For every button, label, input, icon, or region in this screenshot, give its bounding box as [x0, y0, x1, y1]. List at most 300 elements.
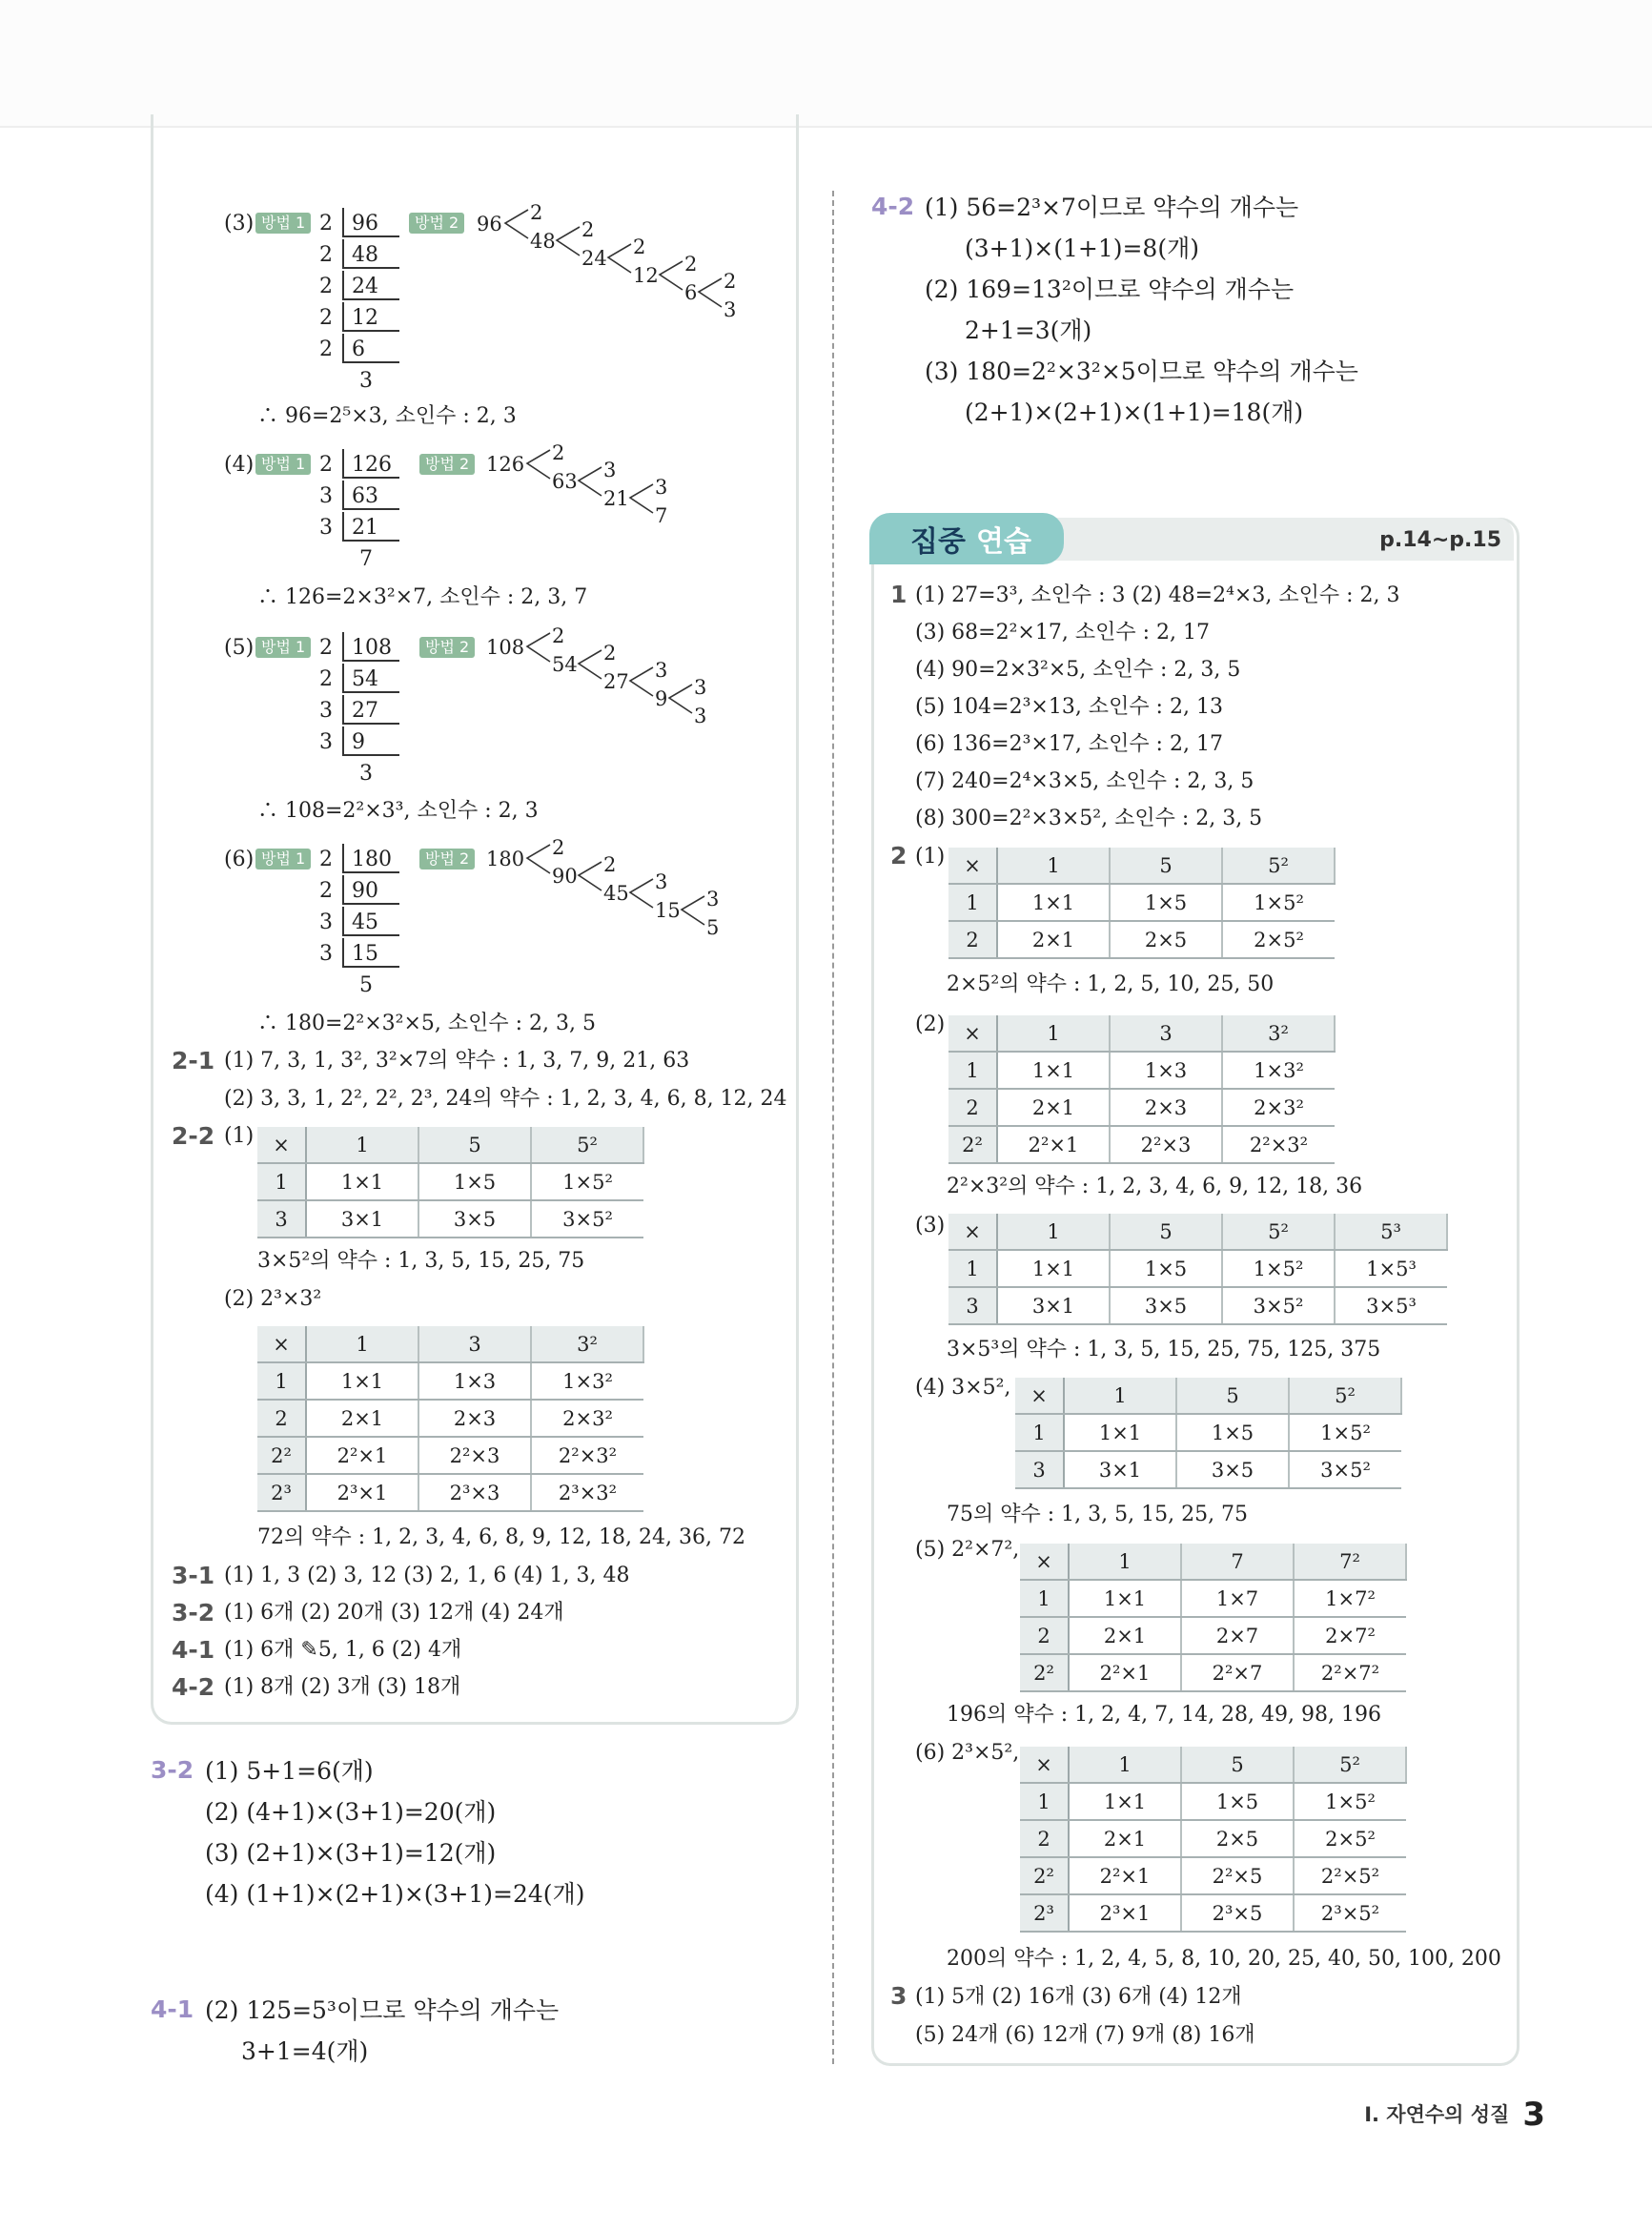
table-row	[257, 1437, 643, 1474]
tree-node: 15	[655, 899, 681, 922]
item-number: (2) 2³×3²	[224, 1287, 322, 1311]
table-cell: 1×1	[1069, 1580, 1181, 1617]
table-header-cell: 5²	[531, 1127, 643, 1163]
table-row	[948, 1126, 1335, 1163]
table-header-cell: ×	[257, 1326, 306, 1362]
tree-node: 2	[633, 235, 646, 258]
table-cell: 2²×5²	[1294, 1857, 1406, 1894]
tree-branch	[557, 227, 580, 256]
dividend: 180	[342, 844, 399, 873]
tree-branch	[579, 650, 602, 679]
table-cell: 2×3	[1110, 1089, 1222, 1126]
table-cell: 2×7²	[1294, 1617, 1406, 1654]
tree-branch	[699, 278, 722, 307]
table-row	[1020, 1820, 1406, 1857]
table-header-cell: 1	[306, 1326, 418, 1362]
dividend: 108	[342, 632, 399, 662]
tree-node: 180	[486, 848, 525, 870]
result-line: ∴ 96=2⁵×3, 소인수 : 2, 3	[257, 404, 517, 428]
table-header-cell: 5	[1181, 1747, 1294, 1783]
table-cell: 2²×3²	[531, 1437, 643, 1474]
tree-node: 24	[581, 247, 607, 270]
table-cell: 2²×3	[1110, 1126, 1222, 1163]
answer-line: (1) 1, 3 (2) 3, 12 (3) 2, 1, 6 (4) 1, 3, 48	[224, 1564, 630, 1587]
table-cell: 2²×7	[1181, 1654, 1294, 1691]
table-cell: 1	[948, 1250, 997, 1287]
table-cell: 3×1	[306, 1200, 418, 1238]
division-row	[319, 271, 405, 302]
table-cell: 2³×3²	[531, 1474, 643, 1511]
table-row	[948, 884, 1335, 921]
division-row	[319, 907, 405, 938]
ladder-division	[319, 632, 405, 789]
tree-node: 108	[486, 636, 525, 659]
table-cell: 1×5³	[1335, 1250, 1447, 1287]
tree-node: 3	[724, 298, 737, 321]
divisor-table	[257, 1127, 644, 1238]
table-cell: 2×3²	[531, 1400, 643, 1437]
problem-label: 2-1	[172, 1047, 215, 1074]
table-header-cell: 1	[1069, 1544, 1181, 1580]
problem-label: 4-2	[172, 1673, 215, 1701]
divisor: 2	[319, 338, 333, 361]
table-cell: 1×5²	[1222, 1250, 1335, 1287]
table-header-cell: 5	[1176, 1378, 1289, 1414]
divisor: 2	[319, 879, 333, 903]
table-header-cell: 3	[1110, 1015, 1222, 1052]
chapter-title: I. 자연수의 성질	[1364, 2103, 1510, 2126]
result-line: 3×5²의 약수 : 1, 3, 5, 15, 25, 75	[257, 1249, 585, 1273]
question-number: 2	[890, 842, 908, 869]
tree-node: 2	[684, 253, 698, 276]
tree-node: 2	[603, 853, 617, 876]
division-row	[319, 695, 405, 726]
division-row	[319, 632, 405, 664]
divisor-table	[257, 1326, 644, 1512]
divisor-table	[1020, 1544, 1407, 1692]
item-number: (3)	[915, 1214, 946, 1238]
factor-tree	[486, 624, 715, 733]
dividend: 15	[342, 938, 399, 968]
answer-line: (1) 8개 (2) 3개 (3) 18개	[224, 1675, 461, 1699]
table-row	[1015, 1414, 1401, 1451]
table-header-cell: ×	[948, 848, 997, 884]
tree-branch	[608, 244, 631, 273]
table-row	[948, 921, 1335, 958]
tree-branch	[579, 862, 602, 890]
explanation-label: 3-2	[151, 1756, 194, 1784]
dividend: 45	[342, 907, 399, 936]
tree-node: 54	[552, 653, 578, 676]
explanation-line: (4) (1+1)×(2+1)×(3+1)=24(개)	[205, 1880, 585, 1908]
item-number: (3)	[224, 212, 255, 235]
table-cell: 2³	[257, 1474, 306, 1511]
table-cell: 2×1	[997, 921, 1110, 958]
table-cell: 1×1	[997, 1052, 1110, 1089]
divisor: 3	[319, 516, 333, 540]
answer-line: (1) 27=3³, 소인수 : 3 (2) 48=2⁴×3, 소인수 : 2, 3	[915, 583, 1400, 607]
page-footer	[1364, 2096, 1545, 2134]
table-cell: 2²	[948, 1126, 997, 1163]
answer-line: (3) 68=2²×17, 소인수 : 2, 17	[915, 621, 1210, 644]
division-row	[319, 726, 405, 758]
answer-line: (1) 5개 (2) 16개 (3) 6개 (4) 12개	[915, 1985, 1242, 2009]
explanation-line: (2) 125=5³이므로 약수의 개수는	[205, 1996, 560, 2024]
table-header-cell: ×	[257, 1127, 306, 1163]
table-row	[1020, 1617, 1406, 1654]
table-cell: 2×7	[1181, 1617, 1294, 1654]
table-cell: 1×3	[418, 1362, 531, 1400]
divisor: 3	[319, 699, 333, 723]
answer-line: (5) 104=2³×13, 소인수 : 2, 13	[915, 695, 1223, 719]
table-cell: 2²×5	[1181, 1857, 1294, 1894]
column-divider	[832, 191, 834, 2064]
page-number: 3	[1522, 2096, 1545, 2134]
result-line: ∴ 108=2²×3³, 소인수 : 2, 3	[257, 799, 539, 823]
item-number: (1)	[915, 845, 946, 869]
table-cell: 1×1	[306, 1163, 418, 1200]
table-header-cell: 3²	[531, 1326, 643, 1362]
result-line: 2×5²의 약수 : 1, 2, 5, 10, 25, 50	[947, 972, 1275, 996]
dividend: 6	[342, 334, 399, 363]
table-header-cell: 5	[1110, 1214, 1222, 1250]
table-cell: 1×5²	[1289, 1414, 1401, 1451]
tree-node: 96	[477, 213, 502, 235]
dividend: 90	[342, 875, 399, 905]
table-row	[1020, 1544, 1406, 1580]
method-2-tag: 방법 2	[409, 213, 464, 234]
division-row	[319, 302, 405, 334]
tree-branch	[630, 667, 653, 696]
table-row	[948, 1214, 1447, 1250]
method-1-tag: 방법 1	[255, 637, 311, 658]
table-cell: 1×5	[1110, 884, 1222, 921]
practice-title-2: 연습	[976, 525, 1031, 559]
table-header-cell: 3	[418, 1326, 531, 1362]
tree-node: 63	[552, 470, 578, 493]
divisor-table	[948, 1214, 1448, 1325]
table-cell: 1	[1020, 1783, 1069, 1820]
divisor-table	[948, 848, 1336, 959]
table-header-cell: 5	[1110, 848, 1222, 884]
table-row	[1020, 1580, 1406, 1617]
table-cell: 1×5²	[1222, 884, 1335, 921]
item-number: (5) 2²×7²,	[915, 1538, 1020, 1562]
table-header-cell: 5²	[1222, 848, 1335, 884]
remainder: 3	[359, 762, 373, 786]
table-row	[1020, 1747, 1406, 1783]
divisor: 2	[319, 212, 333, 235]
method-1-tag: 방법 1	[255, 454, 311, 475]
division-row	[319, 481, 405, 512]
table-row	[257, 1474, 643, 1511]
divisor-table	[1020, 1747, 1407, 1933]
dividend: 12	[342, 302, 399, 332]
table-cell: 2×1	[306, 1400, 418, 1437]
division-row	[319, 938, 405, 970]
table-cell: 2²×1	[306, 1437, 418, 1474]
answer-line: (1) 6개 ✎5, 1, 6 (2) 4개	[224, 1638, 462, 1662]
tree-node: 2	[552, 836, 565, 859]
table-cell: 2³×1	[306, 1474, 418, 1511]
tree-node: 3	[603, 459, 617, 481]
tree-node: 3	[655, 870, 668, 893]
method-1-tag: 방법 1	[255, 213, 311, 234]
answer-line: (6) 136=2³×17, 소인수 : 2, 17	[915, 732, 1223, 756]
table-row	[257, 1400, 643, 1437]
table-cell: 1	[1020, 1580, 1069, 1617]
result-line: 75의 약수 : 1, 3, 5, 15, 25, 75	[947, 1503, 1249, 1526]
table-cell: 1×3	[1110, 1052, 1222, 1089]
table-row	[1015, 1378, 1401, 1414]
problem-label: 3-1	[172, 1562, 215, 1589]
table-cell: 2×3	[418, 1400, 531, 1437]
result-line: 3×5³의 약수 : 1, 3, 5, 15, 25, 75, 125, 375	[947, 1338, 1381, 1361]
table-cell: 2×1	[997, 1089, 1110, 1126]
table-header-cell: 3²	[1222, 1015, 1335, 1052]
table-cell: 2	[948, 921, 997, 958]
table-header-cell: 1	[1069, 1747, 1181, 1783]
table-cell: 2²	[1020, 1857, 1069, 1894]
table-cell: 3×5	[1110, 1287, 1222, 1324]
table-cell: 2²×3	[418, 1437, 531, 1474]
table-cell: 1×3²	[531, 1362, 643, 1400]
table-cell: 1×1	[1069, 1783, 1181, 1820]
result-line: 72의 약수 : 1, 2, 3, 4, 6, 8, 9, 12, 18, 24, 36, 72	[257, 1525, 745, 1549]
divisor-table	[1015, 1378, 1402, 1489]
tree-branch	[527, 633, 550, 662]
table-header-cell: 1	[1064, 1378, 1176, 1414]
item-number: (2)	[915, 1013, 946, 1036]
table-row	[948, 1089, 1335, 1126]
explanation-line: (3) 180=2²×3²×5이므로 약수의 개수는	[925, 358, 1358, 385]
tree-node: 45	[603, 882, 629, 905]
table-row	[257, 1163, 643, 1200]
table-cell: 2	[948, 1089, 997, 1126]
table-header-cell: 5²	[1294, 1747, 1406, 1783]
division-row	[319, 664, 405, 695]
explanation-line: (1) 56=2³×7이므로 약수의 개수는	[925, 194, 1299, 221]
table-cell: 2³	[1020, 1894, 1069, 1932]
tree-node: 3	[655, 476, 668, 499]
tree-branch	[527, 845, 550, 873]
divisor: 2	[319, 667, 333, 691]
question-number: 3	[890, 1982, 908, 2010]
table-row	[257, 1362, 643, 1400]
table-cell: 1×1	[997, 884, 1110, 921]
table-cell: 1×3²	[1222, 1052, 1335, 1089]
tree-branch	[630, 879, 653, 908]
division-row	[319, 208, 405, 239]
table-cell: 2²×7²	[1294, 1654, 1406, 1691]
table-row	[1015, 1451, 1401, 1488]
table-cell: 3	[1015, 1451, 1064, 1488]
item-number: (6) 2³×5²,	[915, 1741, 1020, 1765]
division-row	[319, 334, 405, 365]
factor-tree	[477, 201, 753, 329]
table-cell: 1×5	[1181, 1783, 1294, 1820]
table-cell: 2×5²	[1294, 1820, 1406, 1857]
table-cell: 1	[257, 1362, 306, 1400]
table-header-cell: ×	[1020, 1544, 1069, 1580]
tree-node: 3	[694, 676, 707, 699]
factor-tree-svg	[486, 836, 734, 950]
table-cell: 2×5	[1110, 921, 1222, 958]
table-header-cell: 7²	[1294, 1544, 1406, 1580]
tree-node: 2	[552, 624, 565, 647]
dividend: 21	[342, 512, 399, 542]
table-cell: 3×1	[1064, 1451, 1176, 1488]
division-row	[319, 875, 405, 907]
result-line: 196의 약수 : 1, 2, 4, 7, 14, 28, 49, 98, 196	[947, 1703, 1381, 1727]
table-cell: 1×5	[418, 1163, 531, 1200]
answer-line: (5) 24개 (6) 12개 (7) 9개 (8) 16개	[915, 2023, 1255, 2047]
tree-node: 2	[552, 441, 565, 464]
divisor: 3	[319, 484, 333, 508]
table-cell: 3	[948, 1287, 997, 1324]
table-cell: 1	[948, 884, 997, 921]
remainder: 7	[359, 547, 373, 571]
explanation-line: (1) 5+1=6(개)	[205, 1757, 374, 1785]
ladder-division	[319, 208, 405, 397]
table-cell: 3×5	[418, 1200, 531, 1238]
answer-line: (2) 3, 3, 1, 2², 2², 2³, 24의 약수 : 1, 2, 3, 4, 6, 8, 12, 24	[224, 1087, 787, 1111]
divisor: 2	[319, 848, 333, 871]
remainder: 3	[359, 369, 373, 393]
table-cell: 2²	[257, 1437, 306, 1474]
factor-tree	[486, 836, 734, 954]
table-header-cell: 1	[997, 1015, 1110, 1052]
table-header-cell: 5³	[1335, 1214, 1447, 1250]
table-header-cell: ×	[1015, 1378, 1064, 1414]
table-cell: 2²×1	[997, 1126, 1110, 1163]
item-number: (6)	[224, 848, 255, 871]
tree-branch	[660, 261, 683, 290]
ladder-division	[319, 844, 405, 1001]
division-row	[319, 239, 405, 271]
table-cell: 3×5	[1176, 1451, 1289, 1488]
item-number: (5)	[224, 636, 255, 660]
answer-line: (8) 300=2²×3×5², 소인수 : 2, 3, 5	[915, 807, 1263, 830]
table-cell: 1×5	[1110, 1250, 1222, 1287]
tree-node: 12	[633, 264, 659, 287]
table-header-cell: 1	[997, 1214, 1110, 1250]
table-cell: 2²×1	[1069, 1857, 1181, 1894]
table-cell: 3×5²	[531, 1200, 643, 1238]
result-line: ∴ 180=2²×3²×5, 소인수 : 2, 3, 5	[257, 1012, 597, 1035]
table-cell: 2×1	[1069, 1617, 1181, 1654]
practice-header-pill	[869, 513, 1064, 564]
tree-node: 3	[655, 659, 668, 682]
explanation-line: (2) 169=13²이므로 약수의 개수는	[925, 276, 1295, 303]
table-cell: 3×5²	[1222, 1287, 1335, 1324]
table-cell: 3×5²	[1289, 1451, 1401, 1488]
table-cell: 2³×5²	[1294, 1894, 1406, 1932]
explanation-line: 3+1=4(개)	[241, 2037, 369, 2065]
table-cell: 2×5	[1181, 1820, 1294, 1857]
table-row	[948, 1250, 1447, 1287]
table-cell: 2×3²	[1222, 1089, 1335, 1126]
tree-node: 2	[603, 642, 617, 665]
divisor: 3	[319, 730, 333, 754]
table-row	[1020, 1783, 1406, 1820]
explanation-line: (2+1)×(2+1)×(1+1)=18(개)	[965, 399, 1304, 426]
divisor: 2	[319, 306, 333, 330]
result-line: 200의 약수 : 1, 2, 4, 5, 8, 10, 20, 25, 40, 50, 100, 200	[947, 1947, 1501, 1971]
table-cell: 1×5²	[531, 1163, 643, 1200]
tree-branch	[682, 896, 704, 925]
table-row	[257, 1326, 643, 1362]
method-1-tag: 방법 1	[255, 849, 311, 869]
factor-tree-svg	[486, 441, 696, 536]
tree-node: 2	[581, 218, 595, 241]
explanation-line: (2) (4+1)×(3+1)=20(개)	[205, 1798, 497, 1826]
table-row	[948, 1015, 1335, 1052]
table-row	[257, 1127, 643, 1163]
tree-branch	[527, 450, 550, 479]
tree-node: 48	[530, 230, 556, 253]
table-cell: 2³×1	[1069, 1894, 1181, 1932]
tree-node: 2	[530, 201, 543, 224]
table-cell: 1×5	[1176, 1414, 1289, 1451]
table-cell: 2	[1020, 1617, 1069, 1654]
table-cell: 2³×3	[418, 1474, 531, 1511]
table-cell: 3	[257, 1200, 306, 1238]
factor-tree	[486, 441, 696, 541]
tree-node: 3	[694, 705, 707, 727]
table-header-cell: 1	[997, 848, 1110, 884]
problem-label: 2-2	[172, 1122, 215, 1150]
page-reference: p.14~p.15	[1379, 528, 1501, 552]
table-cell: 1×1	[997, 1250, 1110, 1287]
table-header-cell: 7	[1181, 1544, 1294, 1580]
explanation-line: (3) (2+1)×(3+1)=12(개)	[205, 1839, 497, 1867]
table-header-cell: ×	[948, 1015, 997, 1052]
tree-node: 7	[655, 504, 668, 527]
tree-node: 2	[724, 270, 737, 293]
dividend: 54	[342, 664, 399, 693]
explanation-line: (3+1)×(1+1)=8(개)	[965, 235, 1199, 262]
factor-tree-svg	[477, 201, 753, 324]
divisor-table	[948, 1015, 1336, 1164]
page-top-band	[0, 0, 1652, 128]
method-2-tag: 방법 2	[419, 849, 475, 869]
table-cell: 2	[1020, 1820, 1069, 1857]
table-cell: 2³×5	[1181, 1894, 1294, 1932]
tree-node: 90	[552, 865, 578, 888]
problem-label: 3-2	[172, 1599, 215, 1626]
tree-node: 5	[706, 916, 720, 939]
table-row	[1020, 1894, 1406, 1932]
table-header-cell: 5²	[1289, 1378, 1401, 1414]
divisor: 2	[319, 453, 333, 477]
tree-branch	[505, 210, 528, 238]
table-header-cell: 5	[418, 1127, 531, 1163]
table-header-cell: ×	[948, 1214, 997, 1250]
tree-node: 9	[655, 687, 668, 710]
dividend: 63	[342, 481, 399, 510]
item-number: (4)	[224, 453, 255, 477]
dividend: 24	[342, 271, 399, 300]
table-row	[257, 1200, 643, 1238]
tree-node: 6	[684, 281, 698, 304]
table-row	[948, 848, 1335, 884]
tree-branch	[630, 484, 653, 513]
tree-branch	[669, 685, 692, 713]
table-header-cell: 5²	[1222, 1214, 1335, 1250]
table-cell: 3×5³	[1335, 1287, 1447, 1324]
table-cell: 2²×1	[1069, 1654, 1181, 1691]
